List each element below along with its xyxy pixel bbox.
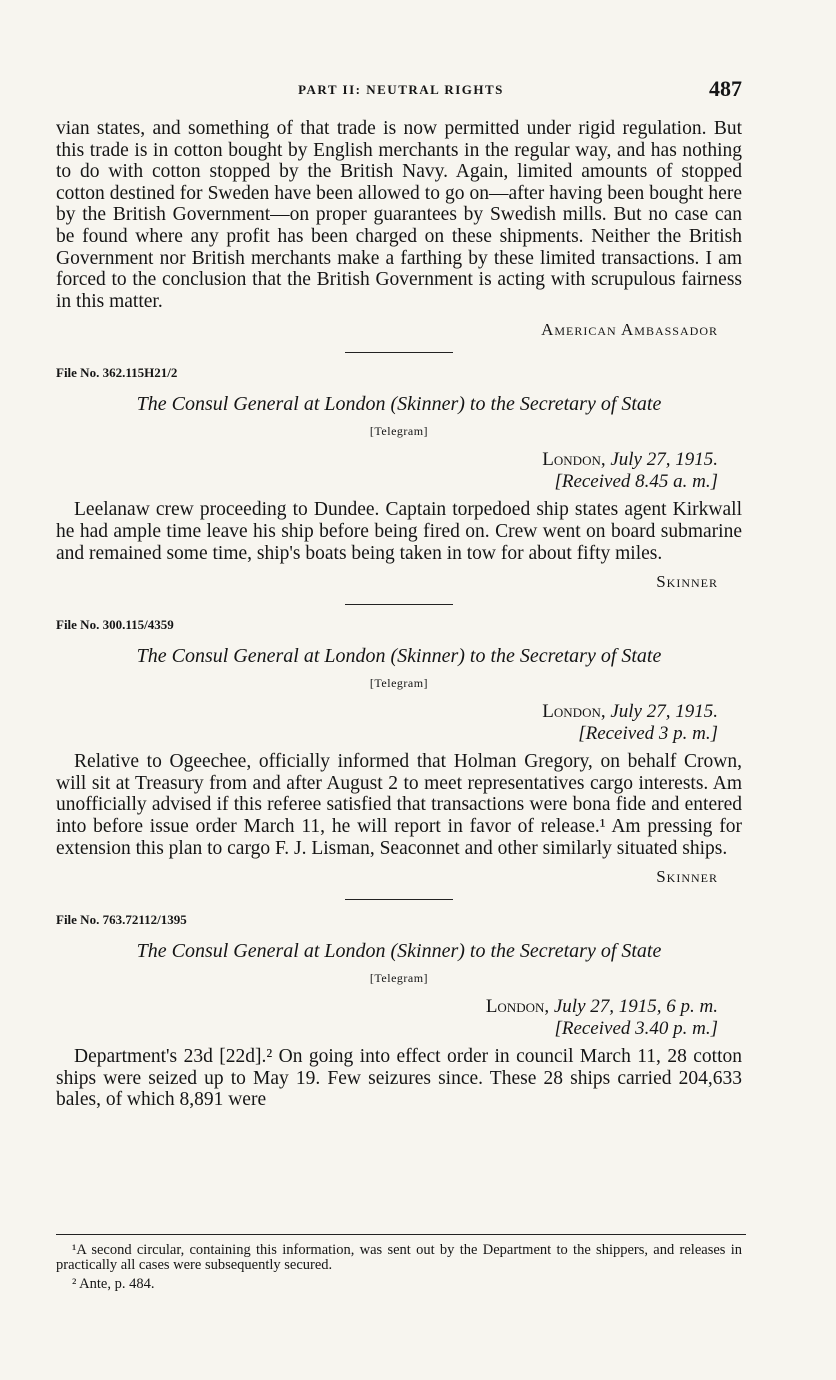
received-time: [Received 3.40 p. m.] xyxy=(554,1018,718,1040)
running-head: PART II: NEUTRAL RIGHTS xyxy=(298,82,504,97)
document-title: The Consul General at London (Skinner) to the Secretary of State xyxy=(136,940,662,963)
page-number: 487 xyxy=(709,76,742,101)
dateline xyxy=(56,449,718,471)
received-time: [Received 3 p. m.] xyxy=(578,723,718,745)
document-title: The Consul General at London (Skinner) to the Secretary of State xyxy=(136,645,662,668)
telegram-label: [Telegram] xyxy=(369,424,429,439)
dateline-place: London, xyxy=(542,701,606,723)
section-divider xyxy=(345,352,453,353)
dateline-date: July 27, 1915. xyxy=(610,701,718,723)
continuation-paragraph: vian states, and something of that trade is now permitted under rigid regulation. But this trade is in cotton bought by English merchants in the regular way, and has nothing to do with cotton stopped by the British Navy. Again, limited amounts of stopped cotton destined for Sweden have been allowed to go on—after having been bought here by the British Government—on proper guarantees by Swedish mills. But no case can be found where any profit has been charged on these shipments. Neither the British Government nor British merchants make a farthing by these limited transactions. I am forced to the conclusion that the British Government is acting with scrupulous fairness in this matter. xyxy=(56,118,742,312)
document-title: The Consul General at London (Skinner) to the Secretary of State xyxy=(136,393,662,416)
received-time: [Received 8.45 a. m.] xyxy=(554,471,718,493)
file-number: File No. 300.115/4359 xyxy=(56,617,174,633)
section-divider xyxy=(345,899,453,900)
dateline-place: London, xyxy=(542,449,606,471)
signature-skinner: Skinner xyxy=(656,867,718,887)
signature-skinner: Skinner xyxy=(656,572,718,592)
dateline-date: July 27, 1915. xyxy=(610,449,718,471)
dateline xyxy=(56,996,718,1018)
document-body: Department's 23d [22d].² On going into effect order in council March 11, 28 cotton ships were seized up to May 19. Few seizures since. These 28 ships carried 204,633 bales, of which 8,891 were xyxy=(56,1046,742,1111)
footnote-rule xyxy=(56,1234,746,1235)
file-number: File No. 362.115H21/2 xyxy=(56,365,178,381)
telegram-label: [Telegram] xyxy=(369,971,429,986)
dateline-date: July 27, 1915, 6 p. m. xyxy=(553,996,718,1018)
dateline xyxy=(56,701,718,723)
file-number: File No. 763.72112/1395 xyxy=(56,912,187,928)
footnote: ² Ante, p. 484. xyxy=(72,1276,155,1292)
document-body: Leelanaw crew proceeding to Dundee. Captain torpedoed ship states agent Kirkwall he had ample time leave his ship before being fired on. Crew went on board submarine and remained some time, ship's boats being taken in tow for about fifty miles. xyxy=(56,499,742,564)
signature-ambassador: American Ambassador xyxy=(541,320,718,340)
telegram-label: [Telegram] xyxy=(369,676,429,691)
footnote: ¹A second circular, containing this information, was sent out by the Department to the shippers, and releases in practically all cases were subsequently secured. xyxy=(56,1242,742,1273)
section-divider xyxy=(345,604,453,605)
dateline-place: London, xyxy=(485,996,550,1018)
page-header xyxy=(56,76,746,106)
document-body: Relative to Ogeechee, officially informed that Holman Gregory, on behalf Crown, will sit at Treasury from and after August 2 to meet representatives cargo interests. Am unofficially advised if this referee satisfied that transactions were bona fide and entered into before issue order March 11, he will report in favor of release.¹ Am pressing for extension this plan to cargo F. J. Lisman, Seaconnet and other similarly situated ships. xyxy=(56,751,742,859)
footnotes xyxy=(56,1222,742,1292)
page-body xyxy=(56,118,742,1111)
